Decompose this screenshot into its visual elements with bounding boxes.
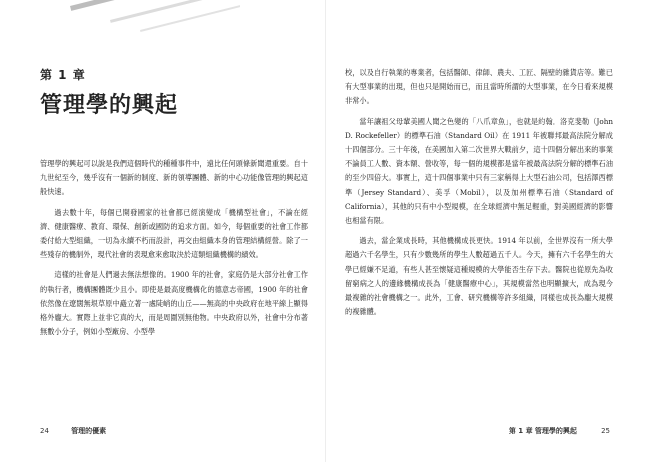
paragraph: 這樣的社會是人們過去無法想像的。1900 年的社會，家庭仍是大部分社會工作的執行者，機構團體既少且小。即使是最高度機構化的德意志帝國，1900 年的社會依然像在遼闊無垠草原中矗立著一處陡峭的山丘——無高的中央政府在地平線上顯得格外龐大。實際上並非它真的大，而是周圍別無他物。中央政府以外，社會中分布著無數小分子，例如小型廠房、小型學 (40, 270, 308, 337)
page-number: 24 (40, 427, 49, 435)
running-chapter: 第 1 章 (508, 427, 533, 435)
running-title: 管理的優素 (71, 427, 107, 435)
left-footer (40, 426, 106, 436)
paragraph: 當年讓祖父母輩美國人聞之色變的「八爪章魚」，也就是約翰．洛克斐勒（John D. Rockefeller）的標準石油（Standard Oil）在 1911 年被聯邦最高法院分解成十四個部分。三十年後，在美國加入第二次世界大戰前夕，這十四個分解出來的事業不論員工人數、資本額、營收等，每一個的規模都是當年被最高法院分解的標準石油的至少四倍大。事實上，這十四個事業中只有三家稱得上大型石油公司，包括澤西標準（Jersey Standard）、美孚（Mobil），以及加州標準石油（Standard of California），其他的只有中小型規模，在全球經濟中無足輕重，對美國經濟的影響也相當有限。 (345, 116, 613, 226)
paragraph: 過去數十年，每個已開發國家的社會都已經演變成「機構型社會」，不論在經濟、健康醫療、教育、環保、創新或國防的追求方面。如今，每個重要的社會工作都委付給大型組織，一切為永續不朽而設計，再交由組織本身的管理結構經營。除了一些殘存的機制外，現代社會的表現愈來愈取決於這類組織機構的績效。 (40, 207, 308, 260)
left-page-body (40, 157, 308, 345)
decorative-stripes (0, 0, 240, 60)
page-number: 25 (601, 427, 610, 435)
paragraph: 校，以及自行執業的專業者，包括醫師、律師、農夫、工匠、隔壁的雜貨店等。難已有大型事業的出現，但也只是開始而已，而且當時所謂的大型事業，在今日看來規模非常小。 (345, 68, 613, 106)
stripe (140, 1, 240, 32)
running-title: 管理學的興起 (534, 427, 577, 435)
chapter-title: 管理學的興起 (40, 93, 179, 118)
right-page-body (345, 66, 613, 325)
chapter-label: 第 1 章 (40, 68, 86, 82)
page-gutter (325, 0, 326, 462)
right-footer (509, 426, 610, 436)
paragraph: 過去，當企業成長時，其他機構成長更快。1914 年以前，全世界沒有一所大學超過六千名學生，只有少數幾所的學生人數超過五千人。今天，擁有六千名學生的大學已經嫌不足道，有些人甚至懷疑這種規模的大學能否生存下去。醫院也從原先為收留窮病之人的邊緣機構成長為「健康醫療中心」，其規模當然也明顯擴大，成為現今最複雜的社會機構之一。此外，工會、研究機構等許多組織，同樣也成長為龐大規模的複雜體。 (345, 236, 613, 317)
paragraph: 管理學的興起可以說是我們這個時代的種種事件中，遠比任何頭條新聞還重要。自十九世紀至今，幾乎沒有一個新的制度、新的領導團體、新的中心功能像管理的興起這般快速。 (40, 159, 308, 197)
